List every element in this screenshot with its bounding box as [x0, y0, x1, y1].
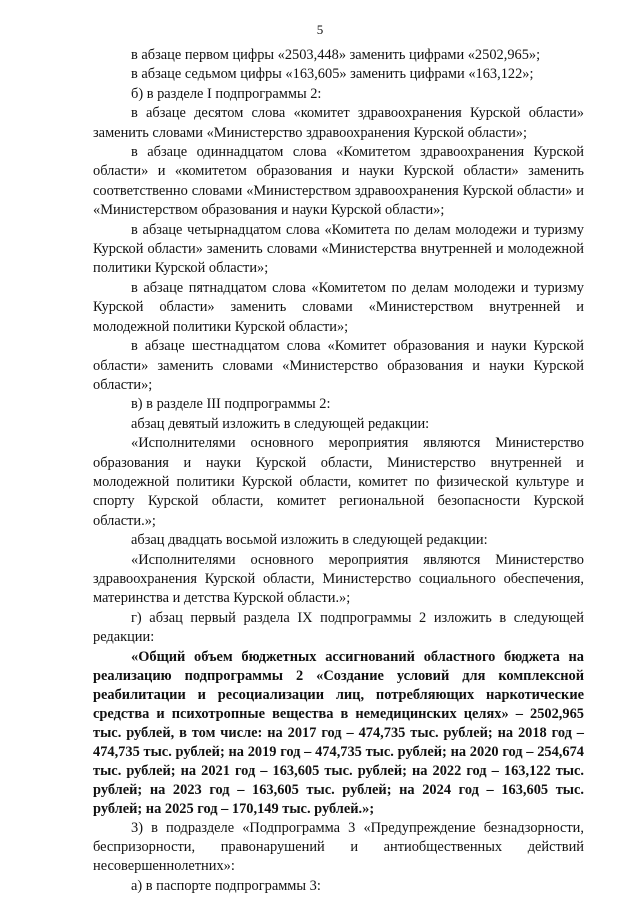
paragraph-6: в абзаце четырнадцатом слова «Комитета по делам молодежи и туризму Курской области» заменить словами «Министерства внутренней и молодежной политики Курской области»;	[93, 221, 584, 277]
paragraph-12: абзац двадцать восьмой изложить в следующей редакции:	[131, 532, 488, 549]
paragraph-5: в абзаце одиннадцатом слова «Комитетом здравоохранения Курской области» и «комитетом образования и науки Курской области» заменить соответственно словами «Министерством здравоохранения Курской области» и «Министерством образования и науки Курской области»;	[93, 144, 584, 219]
document-body	[93, 46, 584, 896]
paragraph-4: в абзаце десятом слова «комитет здравоохранения Курской области» заменить словами «Министерство здравоохранения Курской области»;	[93, 105, 584, 141]
paragraph-17: а) в паспорте подпрограммы 3:	[131, 877, 321, 894]
paragraph-8: в абзаце шестнадцатом слова «Комитет образования и науки Курской области» заменить словами «Министерство образования и науки Курской области»;	[93, 338, 584, 393]
paragraph-13: «Исполнителями основного мероприятия являются Министерство здравоохранения Курской области, Министерство социального обеспечения, материнства и детства Курской области.»;	[93, 551, 584, 607]
paragraph-10: абзац девятый изложить в следующей редакции:	[131, 415, 430, 432]
page-number: 5	[316, 22, 324, 37]
paragraph-11: «Исполнителями основного мероприятия являются Министерство образования и науки Курской области, Министерство внутренней и молодежной политики Курской области, комитет по физической культуре и спорту Курской области, комитет региональной безопасности Курской области.»;	[93, 435, 584, 529]
paragraph-15: «Общий объем бюджетных ассигнований областного бюджета на реализацию подпрограммы 2 «Создание условий для комплексной реабилитации и ресоциализации лиц, потребляющих наркотические средства и психотропные вещества в немедицинских целях» – 2502,965 тыс. рублей, в том числе: на 2017 год – 474,735 тыс. рублей; на 2018 год – 474,735 тыс. рублей; на 2019 год – 474,735 тыс. рублей; на 2020 год – 254,674 тыс. рублей; на 2021 год – 163,605 тыс. рублей; на 2022 год – 163,122 тыс. рублей; на 2023 год – 163,605 тыс. рублей; на 2024 год – 163,605 тыс. рублей; на 2025 год – 170,149 тыс. рублей.»;	[93, 648, 584, 817]
paragraph-9: в) в разделе III подпрограммы 2:	[131, 396, 331, 413]
paragraph-1: в абзаце первом цифры «2503,448» заменить цифрами «2502,965»;	[131, 47, 541, 63]
paragraph-3: б) в разделе I подпрограммы 2:	[131, 85, 322, 102]
paragraph-7: в абзаце пятнадцатом слова «Комитетом по делам молодежи и туризму Курской области» заменить словами «Министерством внутренней и молодежной политики Курской области»;	[93, 279, 584, 335]
paragraph-14: г) абзац первый раздела IX подпрограммы 2 изложить в следующей редакции:	[93, 609, 584, 646]
paragraph-16: 3) в подразделе «Подпрограмма 3 «Предупреждение безнадзорности, беспризорности, правонарушений и антиобщественных действий несовершеннолетних»:	[93, 819, 584, 875]
paragraph-2: в абзаце седьмом цифры «163,605» заменить цифрами «163,122»;	[131, 66, 534, 83]
